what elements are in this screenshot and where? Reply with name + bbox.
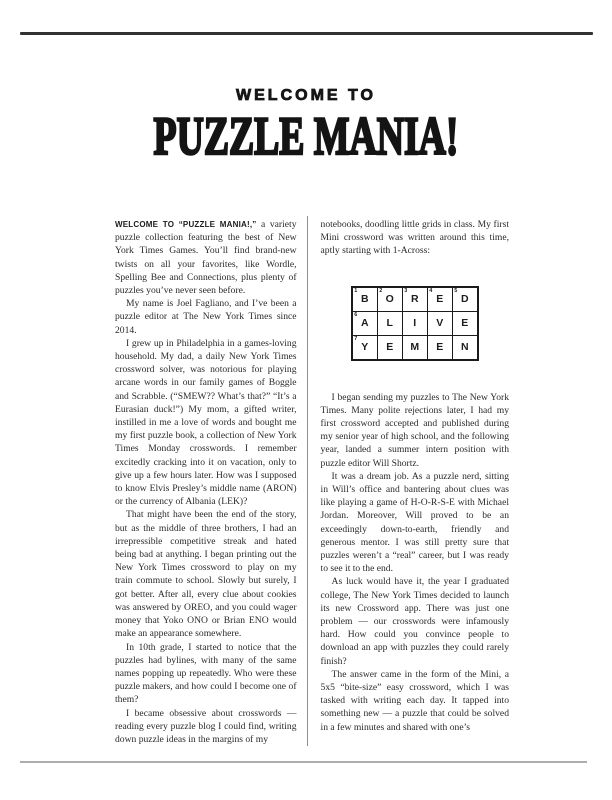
paragraph: The answer came in the form of the Mini, a 5x5 “bite-size” easy crossword, which I was tasked with writing each day. It tapped into something new — a puzzle that could be solved in a few minutes and shared with one’s [320,668,509,733]
paragraph: WELCOME TO “PUZZLE MANIA!,” a variety puzzle collection featuring the best of New York Times Games. You’ll find brand-new twists on all your favorites, like Wordle, Spelling Bee and Connections, plus plenty of puzzles you’ve never seen before. [115,219,297,297]
mini-crossword-grid [351,286,479,361]
cell-letter: V [436,316,444,329]
paragraph: That might have been the end of the story, but as the middle of three brothers, I had an irrepressible competitive streak and hated being bad at anything. I began printing out the New York Times crossword to play on my train commute to school. Slowly but surely, I got better. After all, every clue about cookies was answered by OREO, and you could wager money that Yoko ONO or Brian ENO would make an appearance somewhere. [115,509,297,640]
cell-letter: D [460,292,469,305]
crossword-cell [353,336,377,359]
crossword-cell [428,336,452,359]
paragraph: notebooks, doodling little grids in class. My first Mini crossword was written around this time, aptly starting with 1-Across: [320,219,509,257]
cell-letter: E [436,340,444,353]
crossword-cell [428,312,452,335]
cell-number: 5 [454,287,458,294]
paragraph: I became obsessive about crosswords — reading every puzzle blog I could find, writing down puzzle ideas in the margins of my [115,707,297,745]
cell-letter: E [461,316,469,329]
cell-letter: I [413,316,417,329]
cell-number: 7 [354,335,358,342]
title-kicker: WELCOME TO [236,87,376,104]
paragraph: I grew up in Philadelphia in a games-loving household. My dad, a daily New York Times crossword solver, was notorious for playing arcane words in our family games of Boggle and Scrabble. (“SMEW?? What’s that?” “It’s a Eurasian duck!”) My mom, a gifted writer, instilled in me a love of words and bought me my first puzzle book, a collection of New York Times Monday crosswords. I remember excitedly cracking into it on vacation, only to give up a few hours later. How was I supposed to know Elvis Presley’s middle name (ARON) or the currency of Albania (LEK)? [115,337,297,508]
masthead [0,86,612,166]
page-bottom-edge-line [20,761,587,763]
page-title: PUZZLE MANIA! [153,105,459,166]
cell-letter: A [360,316,369,329]
cell-letter: N [460,340,469,353]
crossword-cell [378,288,402,311]
paragraph-lead: WELCOME TO “PUZZLE MANIA!,” [115,220,257,229]
left-column [115,218,297,774]
right-column-bottom [321,391,509,734]
crossword-cell [403,336,427,359]
cell-letter: R [410,292,419,305]
cell-letter: L [386,316,393,329]
right-column-top [321,218,509,258]
crossword-cell [453,312,477,335]
cell-letter: E [436,292,444,305]
crossword-cell [353,312,377,335]
paragraph: It was a dream job. As a puzzle nerd, sitting in Will’s office and bantering about clues was like playing a game of H-O-R-S-E with Michael Jordan. Moreover, Will proved to be an exceedingly down-to-earth, friendly and generous mentor. I was still pretty sure that puzzles weren’t a “real” career, but I was ready to see it to the end. [320,470,509,575]
cell-number: 4 [429,287,433,294]
right-column [321,218,509,774]
crossword-cell [353,288,377,311]
cell-number: 6 [354,311,358,318]
crossword-cell [403,288,427,311]
cell-letter: B [360,292,369,305]
cell-number: 2 [379,287,383,294]
crossword-cell [453,336,477,359]
text-columns [115,218,509,774]
crossword-cell [378,312,402,335]
paragraph: I began sending my puzzles to The New York Times. Many polite rejections later, I had my first crossword accepted and published during my senior year of high school, and the following year, landed a summer intern position with puzzle editor Will Shortz. [320,391,509,469]
paragraph: My name is Joel Fagliano, and I’ve been a puzzle editor at The New York Times since 2014. [115,298,297,336]
crossword-cell [403,312,427,335]
cell-letter: M [410,340,420,353]
cell-number: 1 [354,287,358,294]
paragraph: In 10th grade, I started to notice that the puzzles had bylines, with many of the same names popping up repeatedly. Who were these puzzle makers, and how could I become one of them? [115,641,297,706]
paragraph: As luck would have it, the year I graduated college, The New York Times decided to launch its new Crossword app. There was just one problem — our crosswords were infamously hard. How could you convince people to download an app with puzzles they could rarely finish? [320,576,509,667]
cell-number: 3 [404,287,408,294]
crossword-cell [428,288,452,311]
cell-letter: E [386,340,394,353]
page-top-edge-line [20,32,593,35]
crossword-cell [453,288,477,311]
crossword-figure [321,286,509,361]
crossword-cell [378,336,402,359]
cell-letter: Y [361,340,369,353]
cell-letter: O [385,292,394,305]
